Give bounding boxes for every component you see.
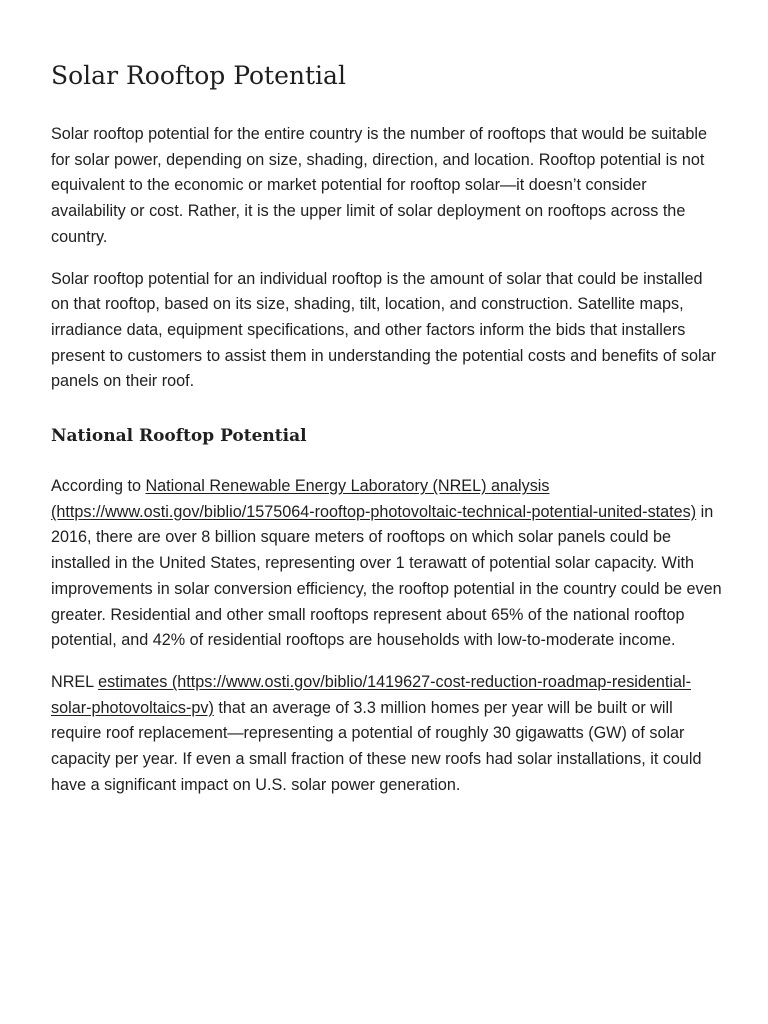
text-prefix: NREL — [51, 672, 99, 691]
paragraph-nrel-estimates — [51, 670, 723, 799]
text-suffix: in 2016, there are over 8 billion square meters of rooftops on which solar panels could be installed in the United States, representing over 1 terawatt of potential solar capacity. With improvements in solar conversion efficiency, the rooftop potential in the country could be even greater. Residential and other small rooftops represent about 65% of the national rooftop potential, and 42% of residential rooftops are households with low-to-moderate income. — [51, 502, 722, 650]
nrel-analysis-link[interactable]: National Renewable Energy Laboratory (NREL) analysis (https://www.osti.gov/biblio/1575064-rooftop-photovoltaic-technical-potential-united-states) — [51, 477, 697, 521]
nrel-estimates-link[interactable]: estimates (https://www.osti.gov/biblio/1419627-cost-reduction-roadmap-residential-solar-photovoltaics-pv) — [51, 672, 691, 717]
text-prefix: According to — [51, 477, 146, 496]
document-page — [51, 58, 723, 814]
paragraph-individual-potential: Solar rooftop potential for an individual rooftop is the amount of solar that could be installed on that rooftop, based on its size, shading, tilt, location, and construction. Satellite maps, irradiance data, equipment specifications, and other factors inform the bids that installers present to customers to assist them in understanding the potential costs and benefits of solar panels on their roof. — [51, 269, 716, 391]
paragraph-nrel-analysis — [51, 474, 723, 654]
page-title: Solar Rooftop Potential — [51, 61, 346, 90]
section-heading: National Rooftop Potential — [51, 426, 307, 447]
paragraph-country-potential: Solar rooftop potential for the entire country is the number of rooftops that would be suitable for solar power, depending on size, shading, direction, and location. Rooftop potential is not equivalent to the economic or market potential for rooftop solar—it doesn’t consider availability or cost. Rather, it is the upper limit of solar deployment on rooftops across the country. — [51, 125, 707, 246]
text-suffix: that an average of 3.3 million homes per year will be built or will require roof replacement—representing a potential of roughly 30 gigawatts (GW) of solar capacity per year. If even a small fraction of these new roofs had solar installations, it could have a significant impact on U.S. solar power generation. — [51, 698, 702, 794]
